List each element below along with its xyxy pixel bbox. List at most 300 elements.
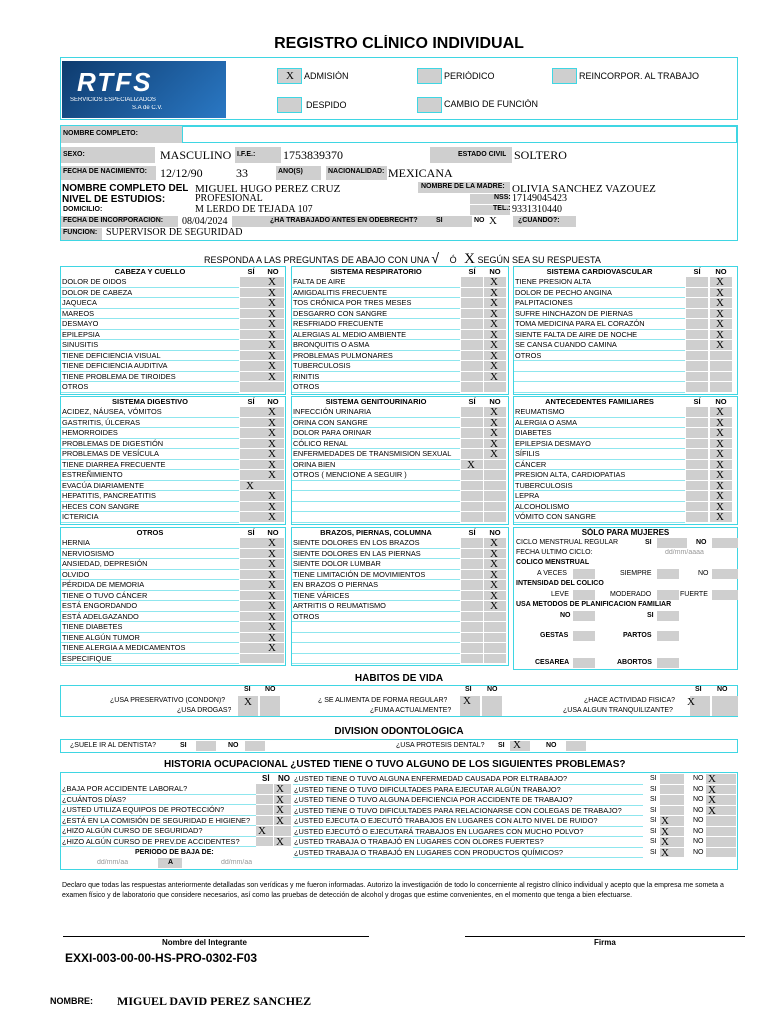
checklist-item-label: ACIDEZ, NÁUSEA, VÓMITOS xyxy=(61,407,239,418)
checklist-no-box[interactable] xyxy=(484,633,506,644)
partos-box[interactable] xyxy=(657,631,679,641)
ocup-right-no-label: NO xyxy=(693,838,704,845)
checklist-si-box[interactable] xyxy=(240,309,262,320)
checklist-item-label: FALTA DE AIRE xyxy=(292,277,460,288)
nacionalidad-label: NACIONALIDAD: xyxy=(328,168,385,175)
nombre-del-label: NOMBRE COMPLETO DEL xyxy=(62,183,189,194)
checklist-si-box[interactable] xyxy=(240,361,262,372)
x-mark: X xyxy=(716,297,724,309)
checklist-si-box[interactable] xyxy=(240,633,262,644)
x-mark: X xyxy=(467,458,475,471)
checklist-si-box[interactable] xyxy=(461,470,483,481)
checklist-si-box[interactable] xyxy=(461,340,483,351)
checklist-no-box[interactable] xyxy=(484,481,506,492)
ciclo-si-box[interactable] xyxy=(657,538,687,548)
estado-civil-value[interactable]: SOLTERO xyxy=(514,148,567,162)
checklist-no-box[interactable] xyxy=(484,491,506,502)
fuerte-box[interactable] xyxy=(712,590,738,600)
checklist-si-box[interactable] xyxy=(686,319,708,330)
checklist-si-box[interactable] xyxy=(240,559,262,570)
x-mark: X xyxy=(490,318,498,330)
x-mark: X xyxy=(716,318,724,330)
checklist-si-box[interactable] xyxy=(240,449,262,460)
ocup-right-question: ¿USTED TIENE O TUVO DIFICULTADES PARA RELACIONARSE CON COLEGAS DE TRABAJO? xyxy=(293,806,643,817)
checklist-si-box[interactable] xyxy=(240,288,262,299)
checklist-si-box[interactable] xyxy=(240,502,262,513)
no-column-header: NO xyxy=(715,267,727,276)
ocup-left-si-box[interactable] xyxy=(256,805,273,816)
checklist-no-box[interactable] xyxy=(484,622,506,633)
x-mark: X xyxy=(716,437,724,450)
no-column-header: NO xyxy=(489,528,501,537)
metodos-no: NO xyxy=(560,612,571,619)
cesarea-box[interactable] xyxy=(573,658,595,668)
ocup-right-si-box[interactable] xyxy=(660,785,684,796)
aveces-label: A VECES xyxy=(537,570,567,577)
x-mark: X xyxy=(276,814,284,827)
checklist-si-box[interactable] xyxy=(461,298,483,309)
si-column-header: SÍ xyxy=(247,267,255,276)
checklist-si-box[interactable] xyxy=(461,351,483,362)
checklist-si-box[interactable] xyxy=(240,654,262,665)
ocup-right-no-box[interactable] xyxy=(706,848,736,859)
checklist-si-box[interactable] xyxy=(461,502,483,513)
checklist-si-box[interactable] xyxy=(461,288,483,299)
x-mark: X xyxy=(268,406,276,418)
x-mark: X xyxy=(708,783,716,796)
checklist-si-box[interactable] xyxy=(461,538,483,549)
checklist-no-box[interactable] xyxy=(710,361,732,372)
leve-box[interactable] xyxy=(573,590,595,600)
ocup-left-question: ¿HIZO ALGÚN CURSO DE SEGURIDAD? xyxy=(61,826,256,837)
checklist-si-box[interactable] xyxy=(240,491,262,502)
no-column-header: NO xyxy=(489,397,501,406)
ocup-left-si-box[interactable] xyxy=(256,795,273,806)
ocup-left-si-box[interactable] xyxy=(256,784,273,795)
x-mark: X xyxy=(490,339,498,351)
checklist-si-box[interactable] xyxy=(686,382,708,393)
domicilio-value[interactable]: M LERDO DE TEJADA 107 xyxy=(195,204,313,215)
checklist-si-box[interactable] xyxy=(240,351,262,362)
habitos-title: HÁBITOS DE VIDA xyxy=(354,673,444,684)
habitos-no-box-3[interactable] xyxy=(712,696,738,716)
checklist-si-box[interactable] xyxy=(686,330,708,341)
checklist-si-box[interactable] xyxy=(240,643,262,654)
checklist-no-box[interactable] xyxy=(262,654,284,665)
checklist-si-box[interactable] xyxy=(240,428,262,439)
periodico-checkbox[interactable] xyxy=(417,68,442,84)
checklist-si-box[interactable] xyxy=(461,407,483,418)
checklist-si-box[interactable] xyxy=(686,407,708,418)
ocup-si-header: SÍ xyxy=(262,774,270,783)
checklist-no-box[interactable] xyxy=(484,460,506,471)
cambio-label: CAMBIO DE FUNCIÓN xyxy=(444,99,539,109)
x-mark: X xyxy=(490,558,498,570)
checklist-item-label: MAREOS xyxy=(61,309,239,320)
checklist-si-box[interactable] xyxy=(240,340,262,351)
protesis-no-box[interactable] xyxy=(566,741,586,751)
checklist-si-box[interactable] xyxy=(461,309,483,320)
sexo-value[interactable]: MASCULINO xyxy=(160,148,232,162)
checklist-item-label: OTROS xyxy=(514,351,685,362)
checklist-si-box[interactable] xyxy=(240,538,262,549)
admision-label: ADMISIÓN xyxy=(304,71,349,81)
checklist-si-box[interactable] xyxy=(461,622,483,633)
checklist-si-box[interactable] xyxy=(686,277,708,288)
checklist-item-label: INFECCIÓN URINARIA xyxy=(292,407,460,418)
checklist-si-box[interactable] xyxy=(461,382,483,393)
checklist-si-box[interactable] xyxy=(240,460,262,471)
checklist-si-box[interactable] xyxy=(686,470,708,481)
checklist-si-box[interactable] xyxy=(461,439,483,450)
checklist-si-box[interactable] xyxy=(240,601,262,612)
checklist-si-box[interactable] xyxy=(686,340,708,351)
x-mark: X xyxy=(490,297,498,309)
checklist-item-label: TIENE ALERGIA A MEDICAMENTOS xyxy=(61,643,239,654)
checklist-si-box[interactable] xyxy=(686,428,708,439)
checklist-si-box[interactable] xyxy=(686,351,708,362)
checklist-item-label: AMIGDALITIS FRECUENTE xyxy=(292,288,460,299)
checklist-si-box[interactable] xyxy=(461,491,483,502)
checklist-no-box[interactable] xyxy=(710,372,732,383)
x-mark: X xyxy=(661,825,669,838)
checklist-no-box[interactable] xyxy=(262,382,284,393)
metodos-no-box[interactable] xyxy=(573,611,595,621)
periodo-desde[interactable]: dd/mm/aa xyxy=(97,859,129,866)
checklist-si-box[interactable] xyxy=(461,601,483,612)
checklist-si-box[interactable] xyxy=(240,580,262,591)
no-column-header: NO xyxy=(267,528,279,537)
nombre-footer-value: MIGUEL DAVID PEREZ SANCHEZ xyxy=(117,994,312,1008)
checklist-item-label: ESPECIFIQUE xyxy=(61,654,239,665)
checklist-item-label xyxy=(292,633,460,644)
checklist-si-box[interactable] xyxy=(686,309,708,320)
checklist-no-box[interactable] xyxy=(484,512,506,523)
ocup-right-no-box[interactable] xyxy=(706,827,736,838)
gestas-label: GESTAS xyxy=(540,632,569,639)
checklist-no-box[interactable] xyxy=(710,382,732,393)
ocup-left-question: ¿ESTÁ EN LA COMISIÓN DE SEGURIDAD E HIGIENE? xyxy=(61,816,256,827)
checklist-si-box[interactable] xyxy=(240,298,262,309)
block-title: SISTEMA CARDIOVASCULAR xyxy=(546,267,653,276)
x-mark: X xyxy=(268,458,276,471)
checklist-si-box[interactable] xyxy=(240,512,262,523)
checklist-si-box[interactable] xyxy=(461,361,483,372)
checklist-si-box[interactable] xyxy=(686,418,708,429)
fecha-nac-value[interactable]: 12/12/90 xyxy=(160,166,203,180)
checklist-si-box[interactable] xyxy=(686,298,708,309)
checklist-item-label xyxy=(292,512,460,523)
fecha-ciclo-placeholder[interactable]: dd/mm/aaaa xyxy=(665,549,704,556)
ife-value[interactable]: 1753839370 xyxy=(283,148,343,162)
siempre-box[interactable] xyxy=(657,569,679,579)
checklist-si-box[interactable] xyxy=(686,481,708,492)
x-mark: X xyxy=(246,479,254,492)
fecha-ciclo-label: FECHA ÚLTIMO CICLO: xyxy=(516,549,593,556)
checklist-no-box[interactable] xyxy=(484,470,506,481)
checklist-si-box[interactable] xyxy=(686,449,708,460)
checklist-si-box[interactable] xyxy=(686,502,708,513)
checklist-si-box[interactable] xyxy=(240,570,262,581)
x-mark: X xyxy=(490,547,498,560)
periodo-hasta[interactable]: dd/mm/aa xyxy=(221,859,253,866)
checklist-si-box[interactable] xyxy=(240,612,262,623)
ocup-right-question: ¿USTED EJECUTA O EJECUTÓ TRABAJOS EN LUGARES CON ALTO NIVEL DE RUIDO? xyxy=(293,816,643,827)
mujeres-title: SÓLO PARA MUJERES xyxy=(581,528,670,537)
ocup-right-no-label: NO xyxy=(693,827,704,835)
checklist-item-label: ORINA CON SANGRE xyxy=(292,418,460,429)
madre-value[interactable]: OLIVIA SANCHEZ VAZOUEZ xyxy=(512,183,656,195)
dentista-no-box[interactable] xyxy=(245,741,265,751)
despido-checkbox[interactable] xyxy=(277,97,302,113)
checklist-item-label: TUBERCULOSIS xyxy=(292,361,460,372)
x-mark: X xyxy=(490,437,498,450)
checklist-item-label: DESMAYO xyxy=(61,319,239,330)
ocup-right-si-label: SÍ xyxy=(650,838,657,845)
checklist-item-label: TIENE DEFICIENCIA AUDITIVA xyxy=(61,361,239,372)
checklist-item-label: ESTÁ ADELGAZANDO xyxy=(61,612,239,623)
drogas-q: ¿USA DROGAS? xyxy=(177,707,232,714)
x-mark: X xyxy=(268,286,276,299)
checklist-no-box[interactable] xyxy=(484,612,506,623)
habitos-no-box-2[interactable] xyxy=(482,696,502,716)
ocup-right-si-label: SÍ xyxy=(650,806,657,814)
checklist-no-box[interactable] xyxy=(484,654,506,665)
checklist-si-box[interactable] xyxy=(240,372,262,383)
checklist-si-box[interactable] xyxy=(686,288,708,299)
check-symbol: √ xyxy=(431,250,440,266)
x-mark: X xyxy=(268,589,276,602)
checklist-item-label: ENFERMEDADES DE TRANSMISION SEXUAL xyxy=(292,449,460,460)
checklist-si-box[interactable] xyxy=(686,361,708,372)
aveces-box[interactable] xyxy=(573,569,595,579)
checklist-item-label: TIENE VÁRICES xyxy=(292,591,460,602)
nombre-completo-field[interactable] xyxy=(182,126,737,143)
metodos-si: SI xyxy=(647,612,654,619)
metodos-si-box[interactable] xyxy=(657,611,679,621)
domicilio-label: DOMICILIO: xyxy=(63,206,103,213)
habitos-no-1: NO xyxy=(265,686,276,693)
dentista-si-box[interactable] xyxy=(196,741,216,751)
instruction-post: SEGÚN SEA SU RESPUESTA xyxy=(477,255,601,265)
nombre-value[interactable]: MIGUEL HUGO PEREZ CRUZ xyxy=(195,183,341,195)
ciclo-no-box[interactable] xyxy=(712,538,738,548)
block-title: SISTEMA GENITOURINARIO xyxy=(325,397,427,406)
ocup-right-no-box[interactable] xyxy=(706,837,736,848)
x-mark: X xyxy=(490,276,498,288)
checklist-si-box[interactable] xyxy=(461,449,483,460)
cambio-checkbox[interactable] xyxy=(417,97,442,113)
nivel-value[interactable]: PROFESIONAL xyxy=(195,193,263,204)
checklist-si-box[interactable] xyxy=(461,643,483,654)
ocup-right-si-box[interactable] xyxy=(660,795,684,806)
habitos-no-box-1[interactable] xyxy=(260,696,280,716)
reincorpor-label: REINCORPOR. AL TRABAJO xyxy=(579,71,700,81)
checklist-si-box[interactable] xyxy=(461,570,483,581)
x-mark: X xyxy=(716,448,724,460)
gestas-box[interactable] xyxy=(573,631,595,641)
ocup-right-no-box[interactable] xyxy=(706,816,736,827)
ha-trabajado-no[interactable]: NO xyxy=(474,217,485,224)
checklist-no-box[interactable] xyxy=(710,351,732,362)
preservativo-mark: X xyxy=(244,696,252,708)
ocup-no-header: NO xyxy=(278,774,290,783)
ciclo-no: NO xyxy=(696,539,707,546)
checklist-item-label: OTROS xyxy=(292,612,460,623)
checklist-item-label: NERVIOSISMO xyxy=(61,549,239,560)
x-symbol: X xyxy=(464,251,475,267)
checklist-item-label: PROBLEMAS DE VESÍCULA xyxy=(61,449,239,460)
x-mark: X xyxy=(716,469,724,481)
checklist-si-box[interactable] xyxy=(461,633,483,644)
checklist-si-box[interactable] xyxy=(240,622,262,633)
checklist-item-label: DOLOR DE OIDOS xyxy=(61,277,239,288)
checklist-si-box[interactable] xyxy=(240,407,262,418)
checklist-si-box[interactable] xyxy=(240,418,262,429)
checklist-si-box[interactable] xyxy=(461,428,483,439)
checklist-item-label: TIENE ALGÚN TUMOR xyxy=(61,633,239,644)
moderado-box[interactable] xyxy=(657,590,679,600)
checklist-item-label: TOS CRÓNICA POR TRES MESES xyxy=(292,298,460,309)
checklist-si-box[interactable] xyxy=(461,330,483,341)
x-mark: X xyxy=(661,846,669,859)
x-mark: X xyxy=(268,416,276,429)
checklist-si-box[interactable] xyxy=(461,612,483,623)
x-mark: X xyxy=(490,537,498,549)
habitos-si-1: SÍ xyxy=(244,686,251,693)
checklist-item-label: EVACÚA DIARIAMENTE xyxy=(61,481,239,492)
fecha-inc-value[interactable]: 08/04/2024 xyxy=(182,216,228,227)
protesis-no: NO xyxy=(546,742,557,749)
nss-value[interactable]: 17149045423 xyxy=(512,193,567,204)
x-mark: X xyxy=(268,307,276,320)
si-column-header: SÍ xyxy=(247,528,255,537)
funcion-value[interactable]: SUPERVISOR DE SEGURIDAD xyxy=(106,227,243,238)
checklist-si-box[interactable] xyxy=(461,277,483,288)
x-mark: X xyxy=(268,448,276,460)
si-column-header: SÍ xyxy=(247,397,255,406)
ha-trabajado-si[interactable]: SI xyxy=(436,217,443,224)
x-mark: X xyxy=(716,328,724,341)
checklist-si-box[interactable] xyxy=(240,591,262,602)
checklist-si-box[interactable] xyxy=(461,591,483,602)
x-mark: X xyxy=(716,339,724,351)
nacionalidad-value[interactable]: MEXICANA xyxy=(388,166,453,180)
checklist-si-box[interactable] xyxy=(240,439,262,450)
checklist-item-label: SIENTE DOLORES EN LAS PIERNAS xyxy=(292,549,460,560)
x-mark: X xyxy=(490,307,498,320)
ocup-right-question: ¿USTED TRABAJA O TRABAJÓ EN LUGARES CON OLORES FUERTES? xyxy=(293,837,643,848)
logo-line2: S.A de C.V. xyxy=(132,105,163,111)
odonto-title: DIVISIÓN ODONTOLÓGICA xyxy=(334,726,464,737)
checklist-si-box[interactable] xyxy=(240,549,262,560)
checklist-si-box[interactable] xyxy=(686,460,708,471)
habitos-no-2: NO xyxy=(487,686,498,693)
x-mark: X xyxy=(268,579,276,591)
moderado-label: MODERADO xyxy=(610,591,652,598)
admision-checkbox[interactable] xyxy=(277,68,302,84)
checklist-item-label: ORINA BIEN xyxy=(292,460,460,471)
x-mark: X xyxy=(276,793,284,806)
colico-no-box[interactable] xyxy=(712,569,738,579)
checklist-si-box[interactable] xyxy=(461,481,483,492)
admision-mark: X xyxy=(286,70,294,82)
checklist-si-box[interactable] xyxy=(240,330,262,341)
abortos-box[interactable] xyxy=(657,658,679,668)
estado-civil-label: ESTADO CIVIL xyxy=(458,151,507,158)
checklist-no-box[interactable] xyxy=(484,502,506,513)
x-mark: X xyxy=(268,568,276,581)
alimenta-mark: X xyxy=(463,695,471,707)
anos-value[interactable]: 33 xyxy=(236,166,248,180)
checklist-si-box[interactable] xyxy=(461,549,483,560)
checklist-si-box[interactable] xyxy=(461,512,483,523)
reincorpor-checkbox[interactable] xyxy=(552,68,577,84)
checklist-no-box[interactable] xyxy=(484,382,506,393)
checklist-si-box[interactable] xyxy=(240,470,262,481)
x-mark: X xyxy=(708,804,716,817)
checklist-si-box[interactable] xyxy=(686,491,708,502)
tel-value[interactable]: 9331310440 xyxy=(512,204,562,215)
ocup-left-question: ¿HIZO ALGÚN CURSO DE PREV.DE ACCIDENTES? xyxy=(61,837,256,848)
fecha-inc-label: FECHA DE INCORPORACION: xyxy=(63,217,164,224)
nombre-footer-label: NOMBRE: xyxy=(50,996,93,1006)
ocup-right-question: ¿USTED EJECUTÓ O EJECUTARÁ TRABAJOS EN LUGARES CON MUCHO POLVO? xyxy=(293,827,643,838)
checklist-item-label: HECES CON SANGRE xyxy=(61,502,239,513)
checklist-si-box[interactable] xyxy=(461,654,483,665)
metodos-label: USA METODOS DE PLANIFICACION FAMILIAR xyxy=(516,601,672,608)
instruction-pre: RESPONDA A LAS PREGUNTAS DE ABAJO CON UNA xyxy=(204,255,429,265)
tel-label: TEL.: xyxy=(493,205,511,212)
ocup-right-no-label: NO xyxy=(693,806,704,814)
checklist-si-box[interactable] xyxy=(686,512,708,523)
checklist-si-box[interactable] xyxy=(461,580,483,591)
x-mark: X xyxy=(490,448,498,460)
si-column-header: SÍ xyxy=(468,397,476,406)
checklist-item-label: REUMATISMO xyxy=(514,407,685,418)
checklist-si-box[interactable] xyxy=(240,382,262,393)
checklist-item-label: CÓLICO RENAL xyxy=(292,439,460,450)
ocup-left-no-box[interactable] xyxy=(274,826,291,837)
ocup-right-question: ¿USTED TIENE O TUVO ALGUNA ENFERMEDAD CAUSADA POR ELTRABAJO? xyxy=(293,774,643,785)
habitos-si-2: SÍ xyxy=(465,686,472,693)
checklist-si-box[interactable] xyxy=(686,372,708,383)
ocup-right-no-label: NO xyxy=(693,775,704,782)
ocup-left-si-box[interactable] xyxy=(256,837,273,848)
cesarea-label: CESAREA xyxy=(535,659,570,666)
ocup-right-no-label: NO xyxy=(693,848,704,856)
checklist-item-label: SUFRE HINCHAZON DE PIERNAS xyxy=(514,309,685,320)
checklist-item-label xyxy=(292,491,460,502)
ocup-right-si-box[interactable] xyxy=(660,774,684,785)
checklist-si-box[interactable] xyxy=(461,559,483,570)
x-mark: X xyxy=(716,500,724,513)
checklist-item-label: TIENE DIARREA FRECUENTE xyxy=(61,460,239,471)
checklist-item-label: ICTERICIA xyxy=(61,512,239,523)
x-mark: X xyxy=(716,276,724,288)
checklist-si-box[interactable] xyxy=(461,319,483,330)
checklist-si-box[interactable] xyxy=(686,439,708,450)
checklist-no-box[interactable] xyxy=(484,643,506,654)
habitos-no-3: NO xyxy=(717,686,728,693)
checklist-si-box[interactable] xyxy=(240,277,262,288)
periodo-a: A xyxy=(168,859,174,866)
x-mark: X xyxy=(276,783,284,795)
checklist-si-box[interactable] xyxy=(240,319,262,330)
checklist-item-label: GASTRITIS, ÚLCERAS xyxy=(61,418,239,429)
checklist-si-box[interactable] xyxy=(461,418,483,429)
checklist-si-box[interactable] xyxy=(461,372,483,383)
